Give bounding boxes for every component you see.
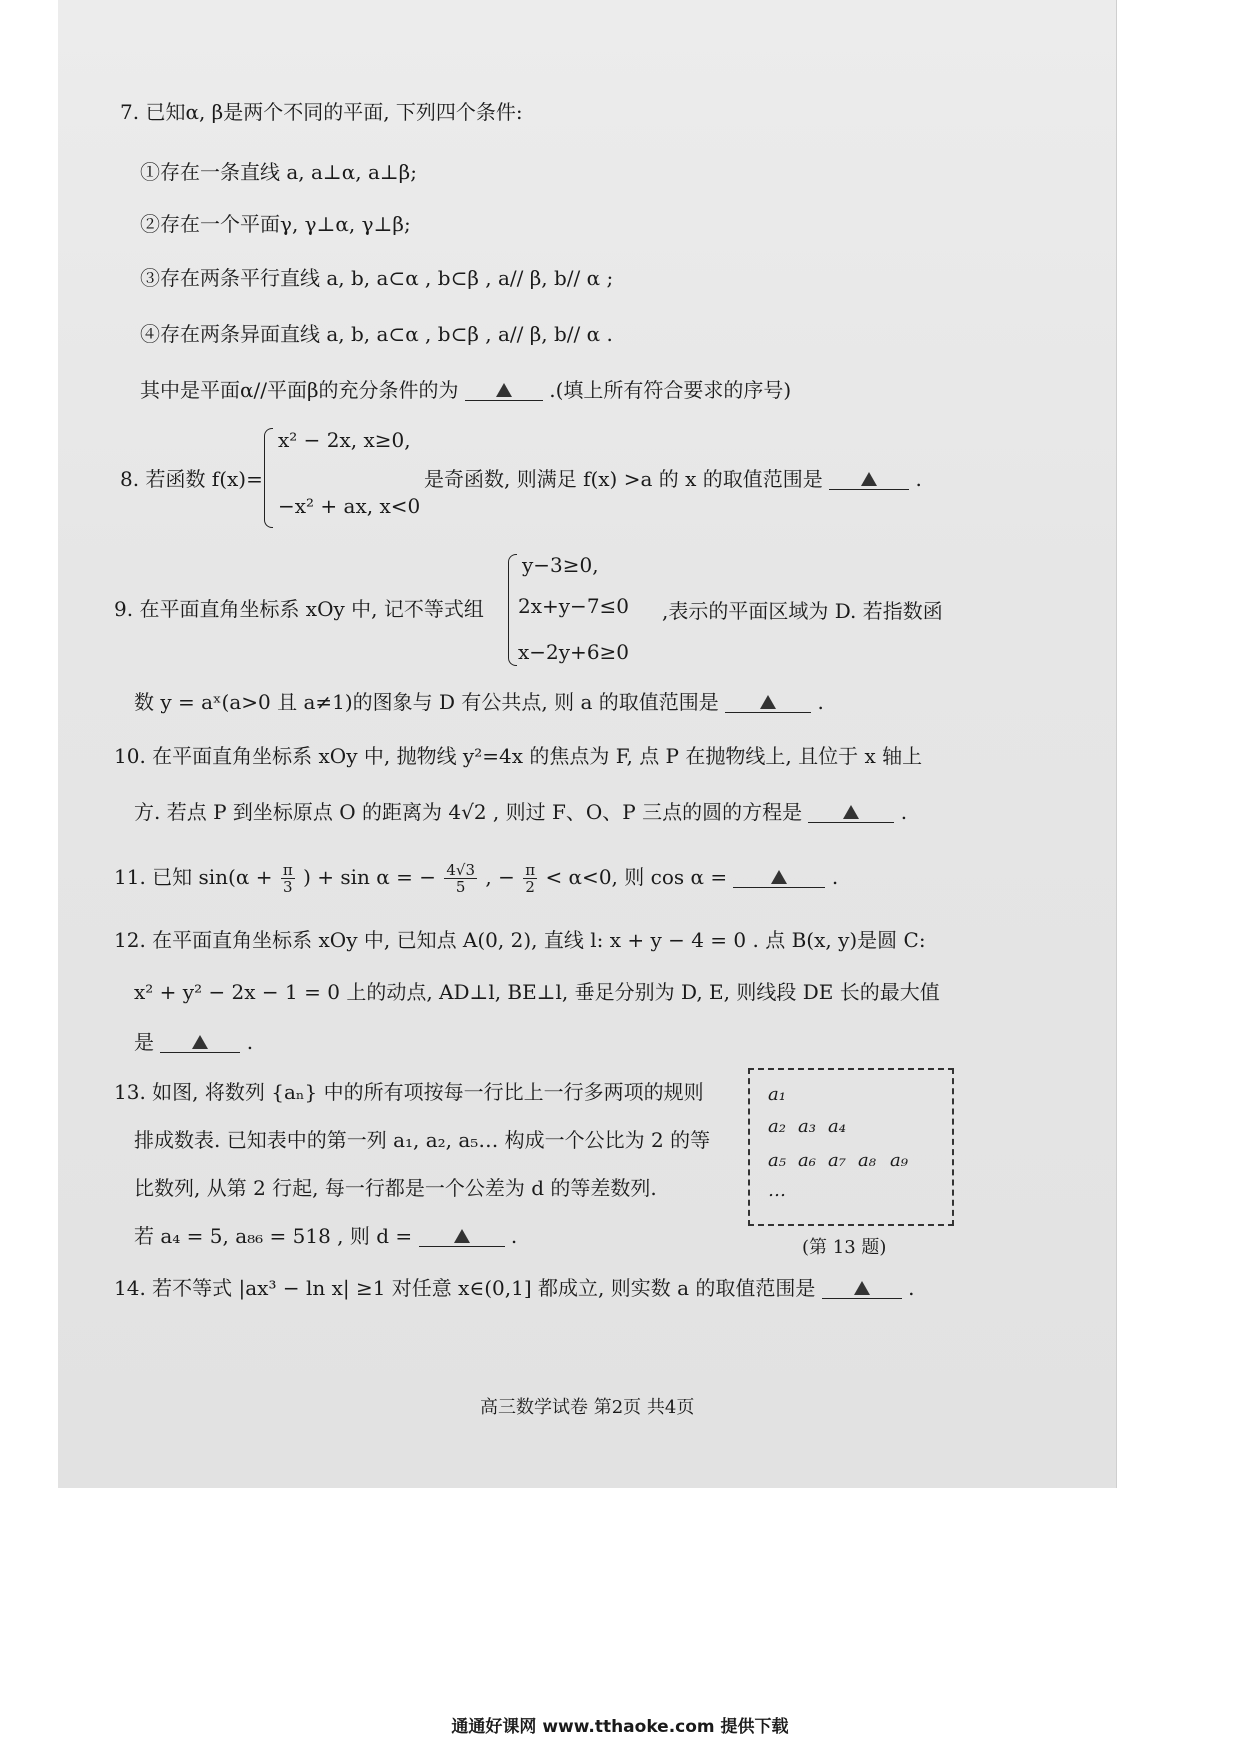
triangle-marker-icon (771, 870, 787, 884)
q9-line-2 (134, 690, 824, 714)
seq-cell: a₄ (828, 1116, 846, 1137)
triangle-marker-icon (861, 472, 877, 486)
answer-blank[interactable] (419, 1226, 505, 1247)
triangle-marker-icon (496, 383, 512, 397)
triangle-marker-icon (454, 1229, 470, 1243)
seq-cell: a₆ (798, 1150, 816, 1171)
triangle-marker-icon (760, 695, 776, 709)
triangle-marker-icon (843, 805, 859, 819)
q7-condition-1: ①存在一条直线 a, a⊥α, a⊥β; (140, 160, 417, 184)
q7-tail-text: 其中是平面α//平面β的充分条件的为 (140, 378, 459, 402)
q8-case-2: −x² + ax, x<0 (278, 494, 421, 518)
q8-brace (264, 428, 273, 528)
q9-end: . (817, 690, 824, 714)
q9-tail: ,表示的平面区域为 D. 若指数函 (662, 599, 943, 623)
answer-blank[interactable] (160, 1032, 240, 1053)
q7-tail-post: .(填上所有符合要求的序号) (549, 378, 792, 402)
q7-condition-4: ④存在两条异面直线 a, b, a⊂α , b⊂β , a// β, b// α . (140, 322, 613, 346)
q9-ineq-2: 2x+y−7≤0 (518, 594, 630, 618)
q12-line-3 (134, 1030, 253, 1054)
q9-lead: 9. 在平面直角坐标系 xOy 中, 记不等式组 (114, 597, 484, 621)
q10-line-1: 10. 在平面直角坐标系 xOy 中, 抛物线 y²=4x 的焦点为 F, 点 P 在抛物线上, 且位于 x 轴上 (114, 744, 923, 768)
q13-line-4 (134, 1224, 517, 1248)
q9-line-2-text: 数 y = aˣ(a>0 且 a≠1)的图象与 D 有公共点, 则 a 的取值范围是 (134, 690, 719, 714)
answer-blank[interactable] (822, 1278, 902, 1299)
site-footer: 通通好课网 www.tthaoke.com 提供下载 (451, 1717, 789, 1737)
q11-mid: ) + sin α = − (303, 865, 436, 889)
q11-line (114, 862, 838, 895)
q11-4root3-over-5 (444, 862, 477, 895)
q8-lead: 8. 若函数 f(x)= (120, 467, 263, 491)
q12-line-1: 12. 在平面直角坐标系 xOy 中, 已知点 A(0, 2), 直线 l: x + y − 4 = 0 . 点 B(x, y)是圆 C: (114, 928, 926, 952)
q7-tail (140, 378, 791, 402)
q13-line-2: 排成数表. 已知表中的第一列 a₁, a₂, a₅… 构成一个公比为 2 的等 (134, 1128, 711, 1152)
q10-end: . (900, 800, 908, 824)
seq-cell: a₅ (768, 1150, 786, 1171)
q11-pi-over-3 (281, 862, 295, 895)
q11-frac2-den: 5 (455, 878, 466, 896)
q8-case-1: x² − 2x, x≥0, (278, 428, 411, 452)
q11-frac3-den: 2 (525, 878, 535, 896)
q14-end: . (908, 1276, 915, 1300)
answer-blank[interactable] (808, 802, 894, 823)
answer-blank[interactable] (733, 867, 825, 888)
triangle-marker-icon (854, 1281, 870, 1295)
q11-mid2: , − (485, 865, 515, 889)
q11-frac3-num: π (525, 861, 536, 879)
q8-tail (424, 467, 922, 491)
q9-ineq-3: x−2y+6≥0 (518, 640, 630, 664)
q13-line-1: 13. 如图, 将数列 {aₙ} 中的所有项按每一行比上一行多两项的规则 (114, 1080, 704, 1104)
q11-post: < α<0, 则 cos α = (545, 865, 728, 889)
answer-blank[interactable] (725, 692, 811, 713)
q8-end: . (915, 467, 922, 491)
q11-frac2-num: 4√3 (446, 861, 476, 879)
seq-cell: a₇ (828, 1150, 846, 1171)
q11-pre: 11. 已知 sin(α + (114, 865, 273, 889)
seq-cell: a₉ (890, 1150, 908, 1171)
q11-frac-den: 3 (283, 878, 293, 896)
q12-line-3-text: 是 (134, 1030, 154, 1054)
page-footer: 高三数学试卷 第2页 共4页 (480, 1397, 695, 1418)
triangle-marker-icon (192, 1035, 208, 1049)
seq-cell: a₃ (798, 1116, 816, 1137)
q13-caption: (第 13 题) (802, 1237, 887, 1258)
q11-pi-over-2 (523, 862, 537, 895)
answer-blank[interactable] (465, 380, 543, 401)
q13-line-4-text: 若 a₄ = 5, a₈₆ = 518 , 则 d = (134, 1224, 413, 1248)
q14-line-text: 14. 若不等式 |ax³ − ln x| ≥1 对任意 x∈(0,1] 都成立, 则实数 a 的取值范围是 (114, 1276, 816, 1300)
q11-end: . (831, 865, 839, 889)
seq-cell: a₁ (768, 1084, 786, 1105)
q8-tail-text: 是奇函数, 则满足 f(x) >a 的 x 的取值范围是 (424, 467, 823, 491)
q13-end: . (510, 1224, 518, 1248)
q9-ineq-1: y−3≥0, (522, 553, 599, 577)
answer-blank[interactable] (829, 469, 909, 490)
q7-stem: 7. 已知α, β是两个不同的平面, 下列四个条件: (120, 100, 523, 124)
q14-line (114, 1276, 914, 1300)
q12-line-2: x² + y² − 2x − 1 = 0 上的动点, AD⊥l, BE⊥l, 垂足分别为 D, E, 则线段 DE 长的最大值 (134, 980, 940, 1004)
q7-condition-2: ②存在一个平面γ, γ⊥α, γ⊥β; (140, 212, 411, 236)
seq-cell: a₂ (768, 1116, 786, 1137)
sequence-table (748, 1068, 954, 1226)
seq-ellipsis: … (768, 1180, 786, 1201)
q13-line-3: 比数列, 从第 2 行起, 每一行都是一个公差为 d 的等差数列. (134, 1176, 657, 1200)
seq-cell: a₈ (858, 1150, 876, 1171)
q12-end: . (246, 1030, 254, 1054)
q10-line-2 (134, 800, 907, 824)
q7-condition-3: ③存在两条平行直线 a, b, a⊂α , b⊂β , a// β, b// α ; (140, 266, 614, 290)
q11-frac-num: π (282, 861, 293, 879)
q9-brace (508, 554, 517, 666)
q10-line-2-text: 方. 若点 P 到坐标原点 O 的距离为 4√2 , 则过 F、O、P 三点的圆的方程是 (134, 800, 803, 824)
